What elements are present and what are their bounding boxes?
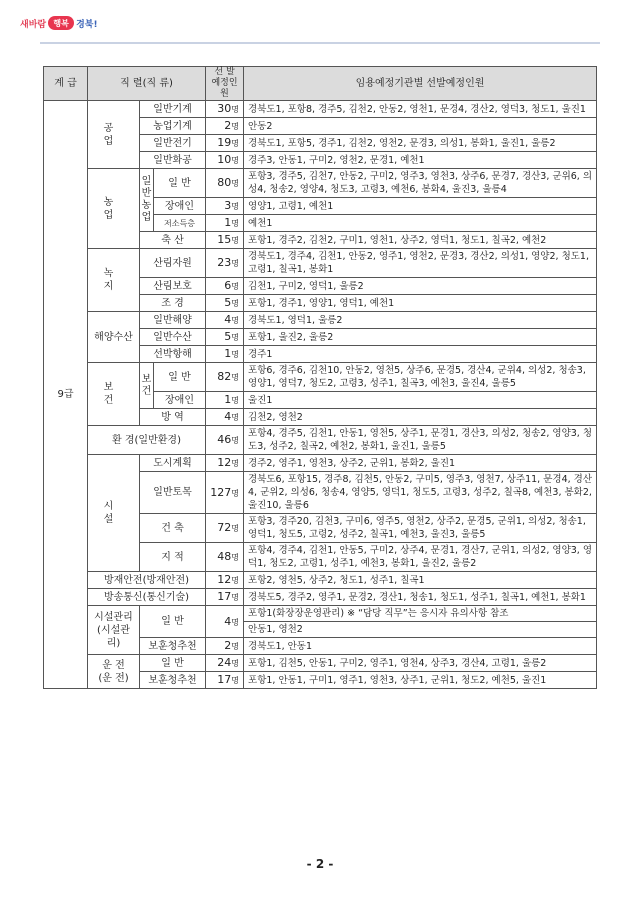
count-cell: 1명 [206,215,244,232]
detail-cell: 포항1, 안동1, 구미1, 영주1, 영천3, 상주1, 군위1, 청도2, 예천5, 울진1 [244,672,597,689]
count-cell: 17명 [206,672,244,689]
detail-cell: 김천2, 영천2 [244,409,597,426]
sub-category: 산림자원 [140,249,206,278]
detail-cell: 포항3, 경주5, 김천7, 안동2, 구미2, 영주3, 영천3, 상주6, 문경7, 경산3, 군위6, 의성4, 청송2, 영양4, 청도3, 고령3, 예천6, 봉화4, 울진3, 울릉4 [244,169,597,198]
count-cell: 72명 [206,514,244,543]
sub-category: 일반화공 [140,152,206,169]
table-row [44,455,597,472]
count-cell: 30명 [206,101,244,118]
table-header-row [44,67,597,101]
sub-category: 산림보호 [140,278,206,295]
detail-cell: 포항4, 경주4, 김천1, 안동5, 구미2, 상주4, 문경1, 경산7, 군위1, 의성2, 영양3, 영덕1, 청도2, 고령1, 성주1, 예천3, 봉화1, 울진2, 울릉2 [244,543,597,572]
detail-cell: 포항1, 경주2, 김천2, 구미1, 영천1, 상주2, 영덕1, 청도1, 칠곡2, 예천2 [244,232,597,249]
sub-category: 보훈청추천 [140,638,206,655]
sub-category: 도시계획 [140,455,206,472]
category-sisel-gwanri: 시설관리 (시설관리) [88,606,140,655]
sub-category: 일 반 [140,655,206,672]
detail-cell: 경북도1, 경주4, 김천1, 안동2, 영주1, 영천2, 문경3, 경산2, 의성1, 영양2, 청도1, 고령1, 칠곡1, 봉화1 [244,249,597,278]
header-divider [40,42,600,44]
sub-group-label: 일반농업 [140,169,154,232]
sub-category: 일반해양 [140,312,206,329]
table-row [44,363,597,392]
detail-cell: 포항3, 경주20, 김천3, 구미6, 영주5, 영천2, 상주2, 문경5, 군위1, 의성2, 청송1, 영덕1, 청도5, 고령2, 성주2, 칠곡1, 예천3, 울진3, 울릉5 [244,514,597,543]
table-row [44,589,597,606]
sub-category: 지 적 [140,543,206,572]
header-grade: 계 급 [44,67,88,101]
sub-category: 방 역 [140,409,206,426]
detail-cell: 영양1, 고령1, 예천1 [244,198,597,215]
sub-category: 건 축 [140,514,206,543]
logo [20,12,98,34]
table-row [44,249,597,278]
sub-category: 일반토목 [140,472,206,514]
category-siseol: 시 설 [88,455,140,572]
grade-cell: 9급 [44,101,88,689]
sub-category: 일 반 [154,169,206,198]
sub-category: 장애인 [154,198,206,215]
count-cell: 5명 [206,329,244,346]
count-cell: 1명 [206,392,244,409]
category-nokji: 녹 지 [88,249,140,312]
count-cell: 4명 [206,409,244,426]
category-bogeon: 보 건 [88,363,140,426]
sub-category: 선박항해 [140,346,206,363]
count-cell: 24명 [206,655,244,672]
detail-cell: 경북도6, 포항15, 경주8, 김천5, 안동2, 구미5, 영주3, 영천7, 상주11, 문경4, 경산4, 군위2, 의성6, 청송4, 영양5, 영덕1, 청도5, 고령3, 성주2, 칠곡8, 예천3, 봉화2, 울진10, 울릉6 [244,472,597,514]
count-cell: 12명 [206,572,244,589]
detail-cell: 경주2, 영주1, 영천3, 상주2, 군위1, 봉화2, 울진1 [244,455,597,472]
count-cell: 15명 [206,232,244,249]
detail-cell: 안동2 [244,118,597,135]
logo-text-2: 경북! [76,19,98,30]
count-cell: 23명 [206,249,244,278]
detail-cell: 경북도5, 경주2, 영주1, 문경2, 경산1, 청송1, 청도1, 성주1, 칠곡1, 예천1, 봉화1 [244,589,597,606]
count-cell: 5명 [206,295,244,312]
count-cell: 2명 [206,118,244,135]
detail-cell: 경북도1, 포항5, 경주1, 김천2, 영천2, 문경3, 의성1, 봉화1, 울진1, 울릉2 [244,135,597,152]
count-cell: 1명 [206,346,244,363]
sub-category: 일 반 [154,363,206,392]
count-cell: 82명 [206,363,244,392]
category-unjeon: 운 전 (운 전) [88,655,140,689]
category-nongeop: 농 업 [88,169,140,249]
detail-cell: 포항1, 울진2, 울릉2 [244,329,597,346]
count-cell: 17명 [206,589,244,606]
count-cell: 48명 [206,543,244,572]
count-cell: 10명 [206,152,244,169]
header-detail: 임용예정기관별 선발예정인원 [244,67,597,101]
detail-cell: 김천1, 구미2, 영덕1, 울릉2 [244,278,597,295]
count-cell: 46명 [206,426,244,455]
table-row [44,606,597,622]
sub-category: 일반기계 [140,101,206,118]
table-row [44,426,597,455]
count-cell: 12명 [206,455,244,472]
detail-cell: 포항4, 경주5, 김천1, 안동1, 영천5, 상주1, 문경1, 경산3, 의성2, 청송2, 영양3, 청도3, 성주2, 칠곡2, 예천2, 봉화1, 울진1, 울릉5 [244,426,597,455]
sub-category: 일반전기 [140,135,206,152]
category-bangjae: 방재안전(방재안전) [88,572,206,589]
table-row [44,655,597,672]
count-cell: 3명 [206,198,244,215]
detail-cell: 경주1 [244,346,597,363]
detail-cell: 경주3, 안동1, 구미2, 영천2, 문경1, 예천1 [244,152,597,169]
detail-cell: 안동1, 영천2 [244,622,597,638]
sub-category: 저소득층 [154,215,206,232]
category-gongeop: 공 업 [88,101,140,169]
detail-cell: 포항1, 김천5, 안동1, 구미2, 영주1, 영천4, 상주3, 경산4, 고령1, 울릉2 [244,655,597,672]
count-cell: 80명 [206,169,244,198]
detail-cell: 포항1, 경주1, 영양1, 영덕1, 예천1 [244,295,597,312]
sub-category: 일반수산 [140,329,206,346]
table-row [44,312,597,329]
page-number: - 2 - [306,857,334,871]
header-category: 직 렬(직 류) [88,67,206,101]
table-row [44,169,597,198]
sub-category: 조 경 [140,295,206,312]
detail-cell: 울진1 [244,392,597,409]
count-cell: 127명 [206,472,244,514]
sub-group-label: 보건 [140,363,154,409]
category-bangsong: 방송통신(통신기술) [88,589,206,606]
heart-icon: 행복 [48,16,74,30]
sub-category: 장애인 [154,392,206,409]
sub-category: 일 반 [140,606,206,638]
detail-cell: 포항2, 영천5, 상주2, 청도1, 성주1, 칠곡1 [244,572,597,589]
sub-category: 축 산 [140,232,206,249]
detail-cell: 경북도1, 영덕1, 울릉2 [244,312,597,329]
count-cell: 6명 [206,278,244,295]
table-row [44,572,597,589]
count-cell: 4명 [206,312,244,329]
sub-category: 보훈청추천 [140,672,206,689]
count-cell: 2명 [206,638,244,655]
detail-cell: 포항6, 경주6, 김천10, 안동2, 영천5, 상주6, 문경5, 경산4, 군위4, 의성2, 청송3, 영양1, 영덕7, 청도2, 고령3, 성주1, 칠곡3, 예천3, 울진4, 울릉5 [244,363,597,392]
detail-cell: 경북도1, 포항8, 경주5, 김천2, 안동2, 영천1, 문경4, 경산2, 영덕3, 청도1, 울진1 [244,101,597,118]
detail-cell: 예천1 [244,215,597,232]
detail-cell: 포항1(화장장운영관리) ※ “담당 직무”는 응시자 유의사항 참조 [244,606,597,622]
table-row [44,101,597,118]
sub-category: 농업기계 [140,118,206,135]
count-cell: 19명 [206,135,244,152]
header-count: 선 발 예정인원 [206,67,244,101]
logo-text-1: 새바람 [20,19,47,30]
detail-cell: 경북도1, 안동1 [244,638,597,655]
category-hwangyeong: 환 경(일반환경) [88,426,206,455]
count-cell: 4명 [206,606,244,638]
category-haeyang: 해양수산 [88,312,140,363]
recruitment-table [43,66,597,689]
